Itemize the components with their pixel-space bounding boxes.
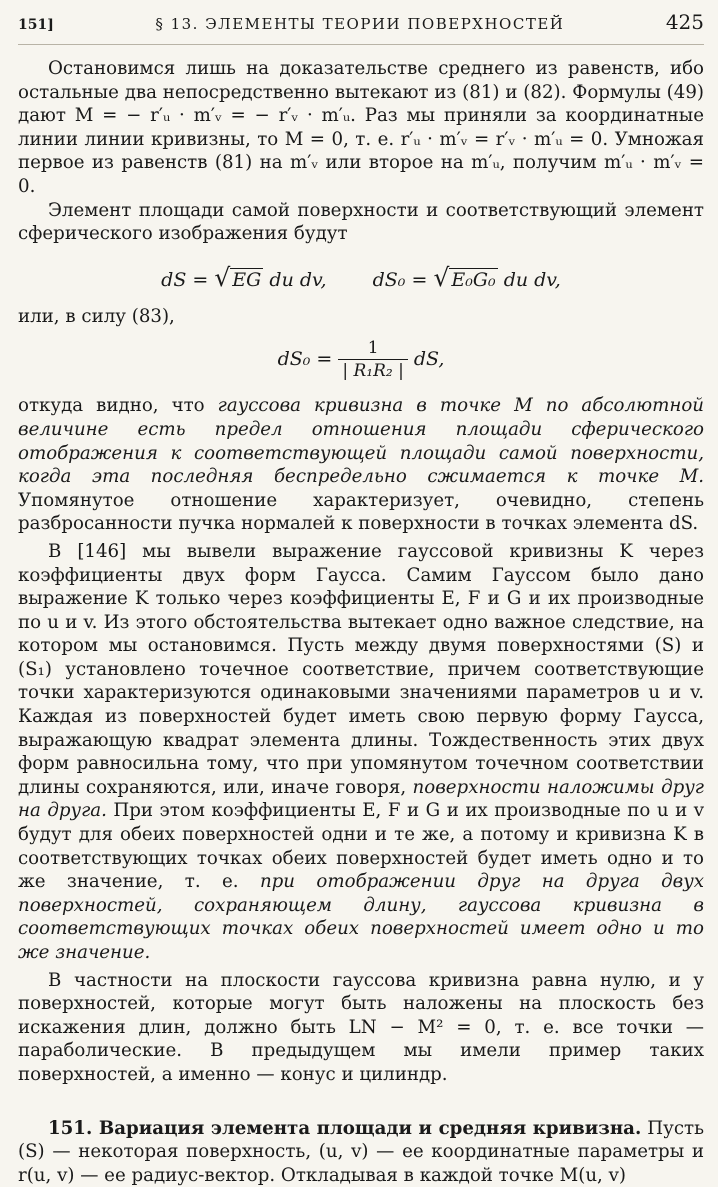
- formula2-rhs: dS,: [413, 347, 445, 370]
- sqrt-icon: √: [214, 262, 231, 292]
- paragraph-isometry: [18, 540, 704, 965]
- formula-ds-lhs: dS =: [161, 268, 209, 291]
- formula-ds-rhs: du dv,: [269, 268, 327, 291]
- para5-emphasis-applicable: поверхности наложимы друг на друга.: [18, 776, 704, 822]
- page-number: 425: [665, 10, 704, 34]
- fraction-numerator: 1: [367, 337, 379, 358]
- page-body: [18, 57, 704, 1187]
- formula-ds0-rhs: du dv,: [503, 268, 561, 291]
- sqrt-eg: [214, 262, 263, 292]
- section-text: Пусть (S) — некоторая поверхность, (u, v) — ее координатные параметры и r(u, v) — ее радиус-вектор. Откладывая в каждой точке M(u, v): [18, 1117, 704, 1186]
- section-title: 151. Вариация элемента площади и средняя кривизна.: [48, 1117, 642, 1139]
- header-chapter-title: § 13. ЭЛЕМЕНТЫ ТЕОРИИ ПОВЕРХНОСТЕЙ: [155, 15, 565, 33]
- sqrt-e0g0: [433, 262, 497, 292]
- para5-part-a: В [146] мы вывели выражение гауссовой кривизны K через коэффициенты двух форм Гаусса. Самим Гауссом было дано выражение K только через коэффициенты E, F и G и их производные по u и v. Из этого обстоятельства вытекает одно важное следствие, на котором мы остановимся. Пусть между двумя поверхностями (S) и (S₁) установлено точечное соответствие, причем соответствующие точки характеризуются одинаковыми значениями параметров u и v. Каждая из поверхностей будет иметь свою первую форму Гаусса, выражающую квадрат элемента длины. Тождественность этих двух форм равносильна тому, что при упомянутом точечном соответствии длины сохраняются, или, иначе говоря,: [18, 540, 704, 798]
- formula-ds0-ratio: [18, 334, 704, 384]
- running-header: [18, 10, 704, 45]
- fraction: [338, 337, 408, 382]
- paragraph-plane-case: В частности на плоскости гауссова кривизна равна нулю, и у поверхностей, которые могут быть наложены на плоскость без искажения длин, должно быть LN − M² = 0, т. е. все точки — параболические. В предыдущем мы имели пример таких поверхностей, а именно — конус и цилиндр.: [18, 969, 704, 1085]
- para4-theorem: гауссова кривизна в точке M по абсолютной величине есть предел отношения площади сферического отображения к соответствующей площади самой поверхности, когда эта последняя беспредельно сжимается к точке M.: [18, 395, 704, 488]
- paragraph-by-virtue: или, в силу (83),: [18, 305, 175, 327]
- paragraph-gauss-curvature-meaning: [18, 394, 704, 536]
- para4-end: Упомянутое отношение характеризует, очевидно, степень разбросанности пучка нормалей к поверхности в точках элемента dS.: [18, 489, 704, 535]
- formula-ds0-lhs: dS₀ =: [372, 268, 428, 291]
- paragraph-proof: Остановимся лишь на доказательстве среднего из равенств, ибо остальные два непосредственно вытекают из (81) и (82). Формулы (49) дают M = − r′ᵤ · m′ᵥ = − r′ᵥ · m′ᵤ. Раз мы приняли за координатные линии линии кривизны, то M = 0, т. е. r′ᵤ · m′ᵥ = r′ᵥ · m′ᵤ = 0. Умножая первое из равенств (81) на m′ᵥ или второе на m′ᵤ, получим m′ᵤ · m′ᵥ = 0.: [18, 58, 704, 197]
- header-section-number: 151]: [18, 17, 54, 33]
- formula-area-elements: [18, 263, 704, 293]
- fraction-denominator: | R₁R₂ |: [338, 359, 408, 382]
- section-151: [18, 1117, 704, 1187]
- para5-emphasis-theorem: при отображении друг на друга двух поверхностей, сохраняющем длину, гауссова кривизна в соответствующих точках обеих поверхностей имеет одно и то же значение.: [18, 871, 705, 963]
- para4-start: откуда видно, что: [18, 395, 218, 417]
- formula2-lhs: dS₀ =: [277, 347, 333, 370]
- radicand-e0g0: E₀G₀: [451, 268, 496, 291]
- radicand-eg: EG: [232, 268, 262, 291]
- sqrt-icon: √: [433, 262, 450, 292]
- para5-part-b: При этом коэффициенты E, F и G и их производные по u и v будут для обеих поверхностей одни и те же, а потому и кривизна K в соответствующих точках обеих поверхностей будет иметь одно и то же значение, т. е.: [18, 800, 705, 893]
- paragraph-area-element: Элемент площади самой поверхности и соответствующий элемент сферического изображения будут: [18, 199, 704, 245]
